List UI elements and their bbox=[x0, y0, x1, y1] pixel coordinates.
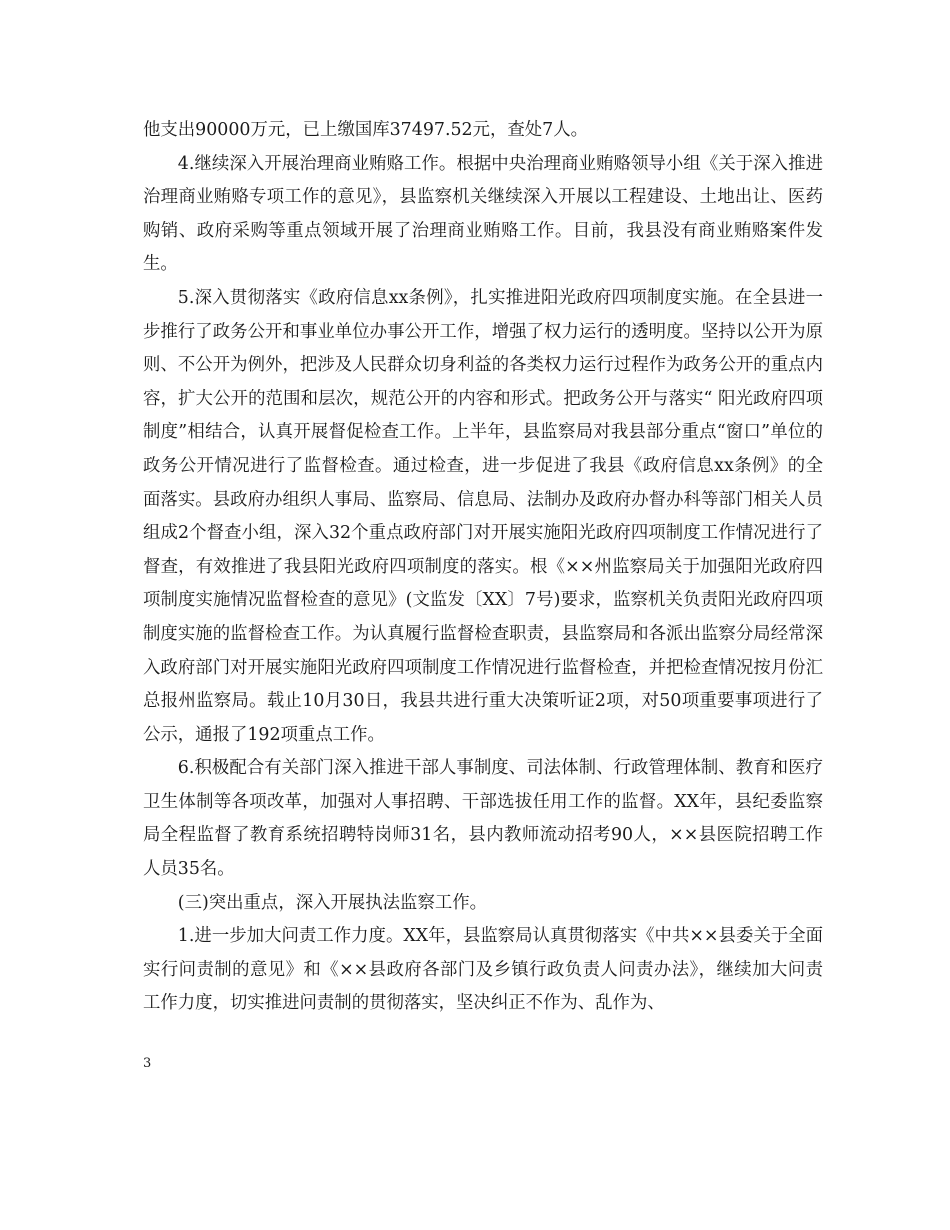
paragraph-6: 1.进一步加大问责工作力度。XX年，县监察局认真贯彻落实《中共××县委关于全面实行问责制的意见》和《××县政府各部门及乡镇行政负责人问责办法》，继续加大问责工作力度，切实推进问责制的贯彻落实，坚决纠正不作为、乱作为、 bbox=[143, 926, 823, 1014]
paragraph-4: 6.积极配合有关部门深入推进干部人事制度、司法体制、行政管理体制、教育和医疗卫生体制等各项改革，加强对人事招聘、干部选拔任用工作的监督。XX年，县纪委监察局全程监督了教育系统招聘特岗师31名，县内教师流动招考90人，××县医院招聘工作人员35名。 bbox=[143, 758, 823, 880]
paragraph-2: 4.继续深入开展治理商业贿赂工作。根据中央治理商业贿赂领导小组《关于深入推进治理商业贿赂专项工作的意见》，县监察机关继续深入开展以工程建设、土地出让、医药购销、政府采购等重点领域开展了治理商业贿赂工作。目前，我县没有商业贿赂案件发生。 bbox=[143, 153, 823, 275]
paragraph-3: 5.深入贯彻落实《政府信息xx条例》，扎实推进阳光政府四项制度实施。在全县进一步推行了政务公开和事业单位办事公开工作，增强了权力运行的透明度。坚持以公开为原则、不公开为例外，把涉及人民群众切身利益的各类权力运行过程作为政务公开的重点内容，扩大公开的范围和层次，规范公开的内容和形式。把政务公开与落实“ 阳光政府四项制度”相结合，认真开展督促检查工作。上半年，县监察局对我县部分重点“窗口”单位的政务公开情况进行了监督检查。通过检查，进一步促进了我县《政府信息xx条例》的全面落实。县政府办组织人事局、监察局、信息局、法制办及政府办督办科等部门相关人员组成2个督查小组，深入32个重点政府部门对开展实施阳光政府四项制度工作情况进行了督查，有效推进了我县阳光政府四项制度的落实。根《××州监察局关于加强阳光政府四项制度实施情况监督检查的意见》(文监发〔XX〕7号)要求，监察机关负责阳光政府四项制度实施的监督检查工作。为认真履行监督检查职责，县监察局和各派出监察分局经常深入政府部门对开展实施阳光政府四项制度工作情况进行监督检查，并把检查情况按月份汇总报州监察局。载止10月30日，我县共进行重大决策听证2项，对50项重要事项进行了公示，通报了192项重点工作。 bbox=[143, 287, 823, 745]
section-heading: (三)突出重点，深入开展执法监察工作。 bbox=[177, 892, 488, 913]
page-number: 3 bbox=[143, 1056, 152, 1071]
body-text bbox=[143, 114, 823, 1021]
paragraph-1: 他支出90000万元，已上缴国库37497.52元，查处7人。 bbox=[143, 120, 589, 140]
